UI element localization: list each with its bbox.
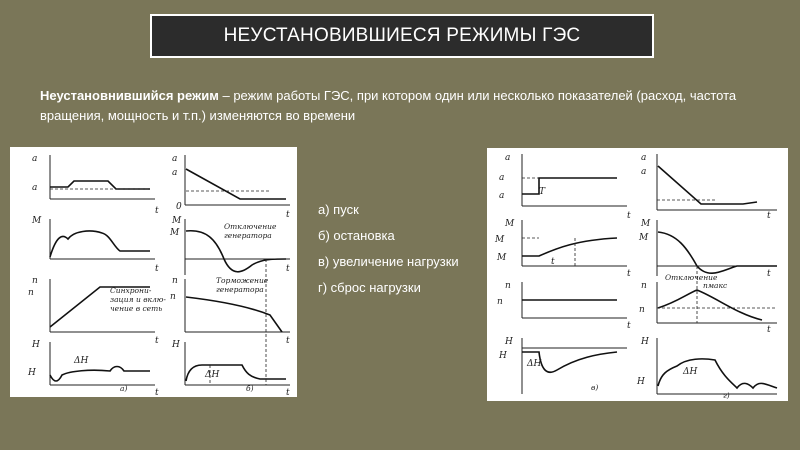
annotation-braking-2: генератора <box>216 285 264 294</box>
slide-title-box <box>150 14 654 58</box>
annotation-nmax: nмакс <box>703 281 728 290</box>
svg-text:M: M <box>641 219 651 229</box>
legend-list <box>318 202 459 306</box>
annotation-gen-off-1: Отключение <box>224 222 277 231</box>
svg-text:n: n <box>172 276 178 286</box>
svg-text:n: n <box>28 288 34 298</box>
annotation-braking-1: Торможение <box>216 276 269 285</box>
svg-text:a: a <box>32 183 38 193</box>
graph-start-stop <box>10 147 297 397</box>
graph-panel-load-change <box>487 148 788 401</box>
definition-paragraph <box>40 86 780 126</box>
svg-text:H: H <box>28 368 36 378</box>
annotation-right-gen-off: Отключение <box>665 273 718 282</box>
svg-text:n: n <box>170 292 176 302</box>
svg-text:t: t <box>627 321 631 331</box>
annotation-sync-1: Синхрони- <box>110 286 152 295</box>
svg-text:a: a <box>499 191 505 201</box>
svg-text:M: M <box>170 228 180 238</box>
svg-text:n: n <box>32 276 38 286</box>
svg-text:t: t <box>627 269 631 279</box>
svg-text:M: M <box>505 219 515 229</box>
definition-text: – режим работы ГЭС, при котором один или несколько показателей (расход, частота вращения, мощность и т.п.) изменяются во времени <box>40 88 737 123</box>
svg-text:t: t <box>286 210 290 220</box>
caption-v: в) <box>591 383 599 392</box>
svg-text:ΔH: ΔH <box>683 367 698 377</box>
svg-text:t: t <box>286 264 290 274</box>
svg-text:a: a <box>641 153 647 163</box>
svg-text:t: t <box>155 206 159 216</box>
caption-g: г) <box>723 391 730 400</box>
svg-text:t: t <box>767 211 771 221</box>
definition-term: Неустановнившийся режим <box>40 88 219 103</box>
svg-text:t: t <box>155 388 159 397</box>
graph-load-change <box>487 148 788 401</box>
annotation-sync-2: зация и вклю- <box>110 295 166 304</box>
svg-text:a: a <box>641 167 647 177</box>
graph-panel-start-stop <box>10 147 297 397</box>
svg-text:n: n <box>497 297 503 307</box>
annotation-gen-off-2: генератора <box>224 231 272 240</box>
svg-text:a: a <box>172 168 178 178</box>
svg-text:a: a <box>499 173 505 183</box>
annotation-sync-3: чение в сеть <box>110 304 163 313</box>
legend-item-load-increase: в) увеличение нагрузки <box>318 254 459 269</box>
caption-b: б) <box>246 384 254 393</box>
svg-text:M: M <box>32 216 42 226</box>
svg-text:n: n <box>641 281 647 291</box>
svg-text:ΔH: ΔH <box>205 370 220 380</box>
svg-text:t: t <box>155 264 159 274</box>
svg-text:a: a <box>32 154 38 164</box>
svg-text:a: a <box>172 154 178 164</box>
caption-a: а) <box>120 384 128 393</box>
svg-text:n: n <box>505 281 511 291</box>
svg-text:M: M <box>172 216 182 226</box>
svg-text:t: t <box>767 269 771 279</box>
svg-text:ΔH: ΔH <box>74 356 89 366</box>
legend-item-load-rejection: г) сброс нагрузки <box>318 280 421 295</box>
svg-text:a: a <box>505 153 511 163</box>
svg-text:H: H <box>499 351 507 361</box>
svg-text:ΔH: ΔH <box>527 359 542 369</box>
svg-text:H: H <box>32 340 40 350</box>
svg-text:M: M <box>639 233 649 243</box>
svg-text:M: M <box>497 253 507 263</box>
svg-text:H: H <box>172 340 180 350</box>
svg-text:n: n <box>639 305 645 315</box>
svg-text:t: t <box>551 257 555 267</box>
legend-item-stop: б) остановка <box>318 228 395 243</box>
svg-text:M: M <box>495 235 505 245</box>
svg-text:0: 0 <box>176 202 182 212</box>
svg-text:H: H <box>637 377 645 387</box>
svg-text:T: T <box>539 187 546 197</box>
svg-text:H: H <box>505 337 513 347</box>
svg-text:t: t <box>286 388 290 397</box>
legend-item-start: а) пуск <box>318 202 359 217</box>
svg-text:t: t <box>627 211 631 221</box>
svg-text:t: t <box>155 336 159 346</box>
slide-title: НЕУСТАНОВИВШИЕСЯ РЕЖИМЫ ГЭС <box>223 25 581 46</box>
svg-text:H: H <box>641 337 649 347</box>
svg-text:t: t <box>286 336 290 346</box>
svg-text:t: t <box>767 325 771 335</box>
